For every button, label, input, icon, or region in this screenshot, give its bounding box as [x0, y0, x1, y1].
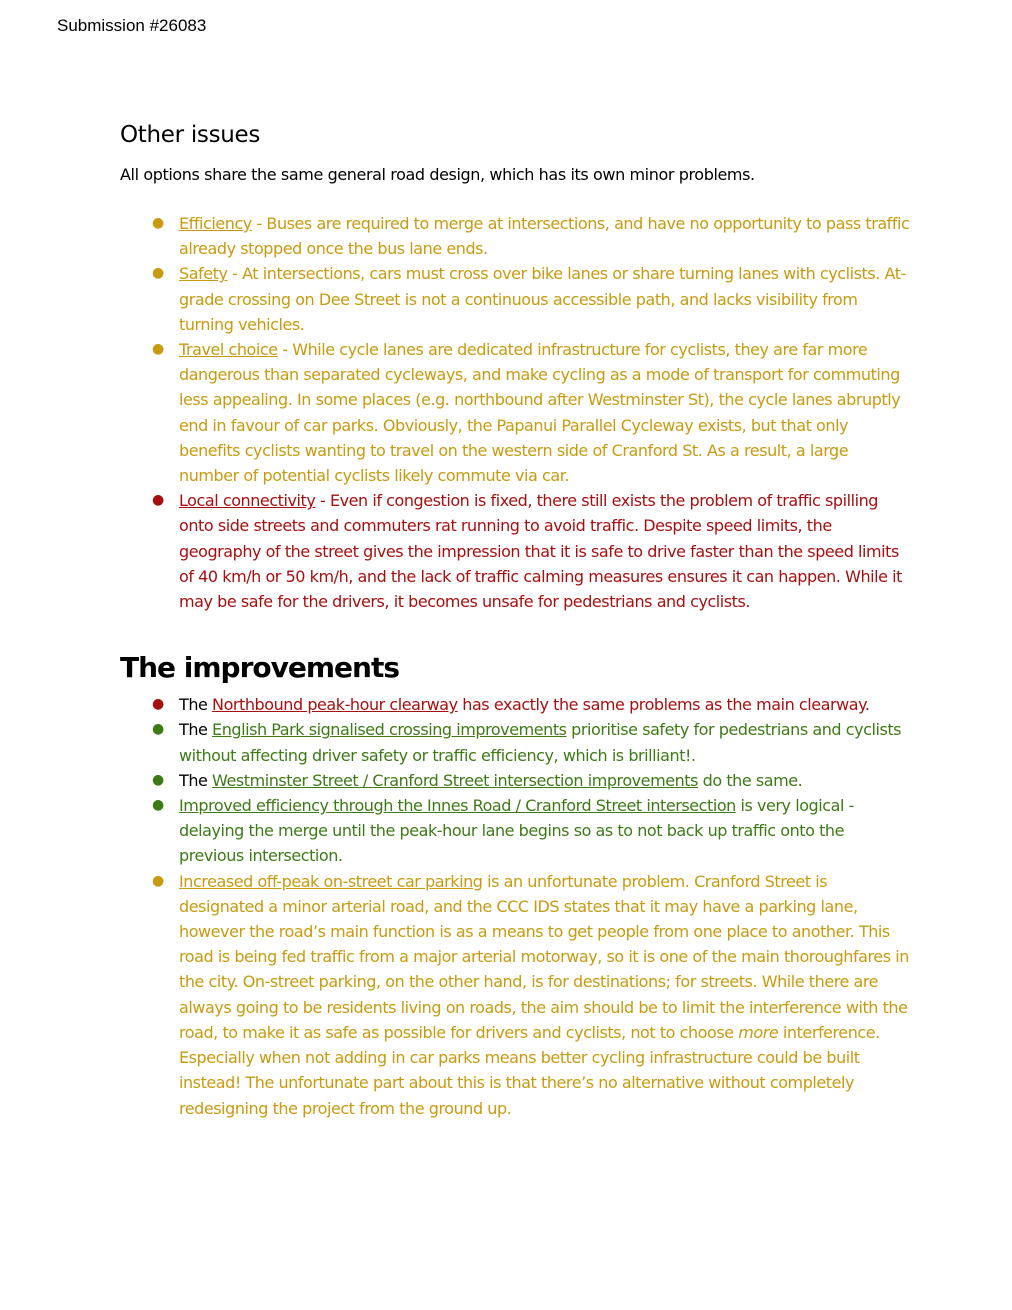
bullet-icon: ●: [152, 771, 164, 788]
bullet-icon: ●: [152, 797, 164, 814]
document-body: [120, 118, 910, 1121]
bullet-icon: ●: [152, 215, 164, 231]
list-item-car-parking: [120, 869, 910, 1121]
item-text: prioritise safety for pedestrians and cyclists without affecting driver safety or traffic efficiency, which is brilliant!.: [179, 720, 902, 765]
list-item-safety: [120, 261, 910, 337]
bullet-icon: ●: [152, 721, 164, 738]
item-text: - At intersections, cars must cross over bike lanes or share turning lanes with cyclists. At-grade crossing on Dee Street is not a continuous accessible path, and lacks visibility from turning vehicles.: [179, 264, 906, 334]
list-item-northbound-clearway: [120, 692, 910, 717]
item-prefix: The: [179, 770, 213, 790]
improvements-list: [120, 692, 910, 1120]
bullet-icon: ●: [152, 265, 164, 282]
other-issues-list: [120, 211, 910, 614]
list-item-travel-choice: [120, 337, 910, 488]
item-text: do the same.: [698, 770, 803, 790]
section-intro: All options share the same general road design, which has its own minor problems.: [120, 165, 755, 184]
link-efficiency[interactable]: Efficiency: [179, 214, 252, 233]
section-title-other-issues: Other issues: [120, 122, 261, 148]
list-item-westminster: [120, 768, 910, 793]
list-item-english-park: [120, 717, 910, 767]
bullet-icon: ●: [152, 872, 164, 889]
item-text: has exactly the same problems as the main clearway.: [457, 695, 870, 715]
item-text: - Even if congestion is fixed, there still exists the problem of traffic spilling onto side streets and commuters rat running to avoid traffic. Despite speed limits, the geography of the street gives the impression that it is safe to drive faster than the speed limits of 40 km/h or 50 km/h, and the lack of traffic calming measures ensures it can happen. While it may be safe for the drivers, it becomes unsafe for pedestrians and cyclists.: [179, 491, 902, 612]
link-travel-choice[interactable]: Travel choice: [179, 340, 278, 360]
bullet-icon: ●: [152, 341, 164, 358]
bullet-icon: ●: [152, 696, 164, 713]
list-item-efficiency: [120, 211, 910, 261]
submission-number: Submission #26083: [57, 16, 207, 35]
item-prefix: The: [179, 695, 213, 715]
link-safety[interactable]: Safety: [179, 264, 228, 284]
list-item-local-connectivity: [120, 488, 910, 614]
link-local-connectivity[interactable]: Local connectivity: [179, 491, 316, 511]
link-northbound-clearway[interactable]: Northbound peak-hour clearway: [212, 695, 458, 715]
item-text: is very logical - delaying the merge until the peak-hour lane begins so as to not back up traffic onto the previous intersection.: [179, 796, 854, 866]
section-title-improvements: The improvements: [120, 651, 400, 685]
bullet-icon: ●: [152, 492, 164, 509]
item-text: - Buses are required to merge at intersections, and have no opportunity to pass traffic already stopped once the bus lane ends.: [179, 214, 910, 259]
item-prefix: The: [179, 720, 213, 740]
link-car-parking[interactable]: Increased off-peak on-street car parking: [179, 871, 483, 891]
link-english-park[interactable]: English Park signalised crossing improvements: [212, 720, 567, 740]
item-emphasis: more: [738, 1022, 779, 1042]
item-text: - While cycle lanes are dedicated infrastructure for cyclists, they are far more dangerous than separated cycleways, and make cycling as a mode of transport for commuting less appealing. In some places (e.g. northbound after Westminster St), the cycle lanes abruptly end in favour of car parks. Obviously, the Papanui Parallel Cycleway exists, but that only benefits cyclists wanting to travel on the western side of Cranford St. As a result, a large number of potential cyclists likely commute via car.: [179, 340, 901, 486]
link-westminster[interactable]: Westminster Street / Cranford Street intersection improvements: [212, 770, 698, 790]
item-text: is an unfortunate problem. Cranford Street is designated a minor arterial road, and the CCC IDS states that it may have a parking lane, however the road’s main function is as a means to get people from one place to another. This road is being fed traffic from a major arterial motorway, so it is one of the main thoroughfares in the city. On-street parking, on the other hand, is for destinations; for streets. While there are always going to be residents living on roads, the aim should be to limit the interference with the road, to make it as safe as possible for drivers and cyclists, not to choose: [179, 871, 909, 1042]
link-innes-road[interactable]: Improved efficiency through the Innes Road / Cranford Street intersection: [179, 796, 736, 816]
list-item-innes-road: [120, 793, 910, 869]
item-text-continued: interference. Especially when not adding in car parks means better cycling infrastructure could be built instead! The unfortunate part about this is that there’s no alternative without completely redesigning the project from the ground up.: [179, 1022, 880, 1118]
